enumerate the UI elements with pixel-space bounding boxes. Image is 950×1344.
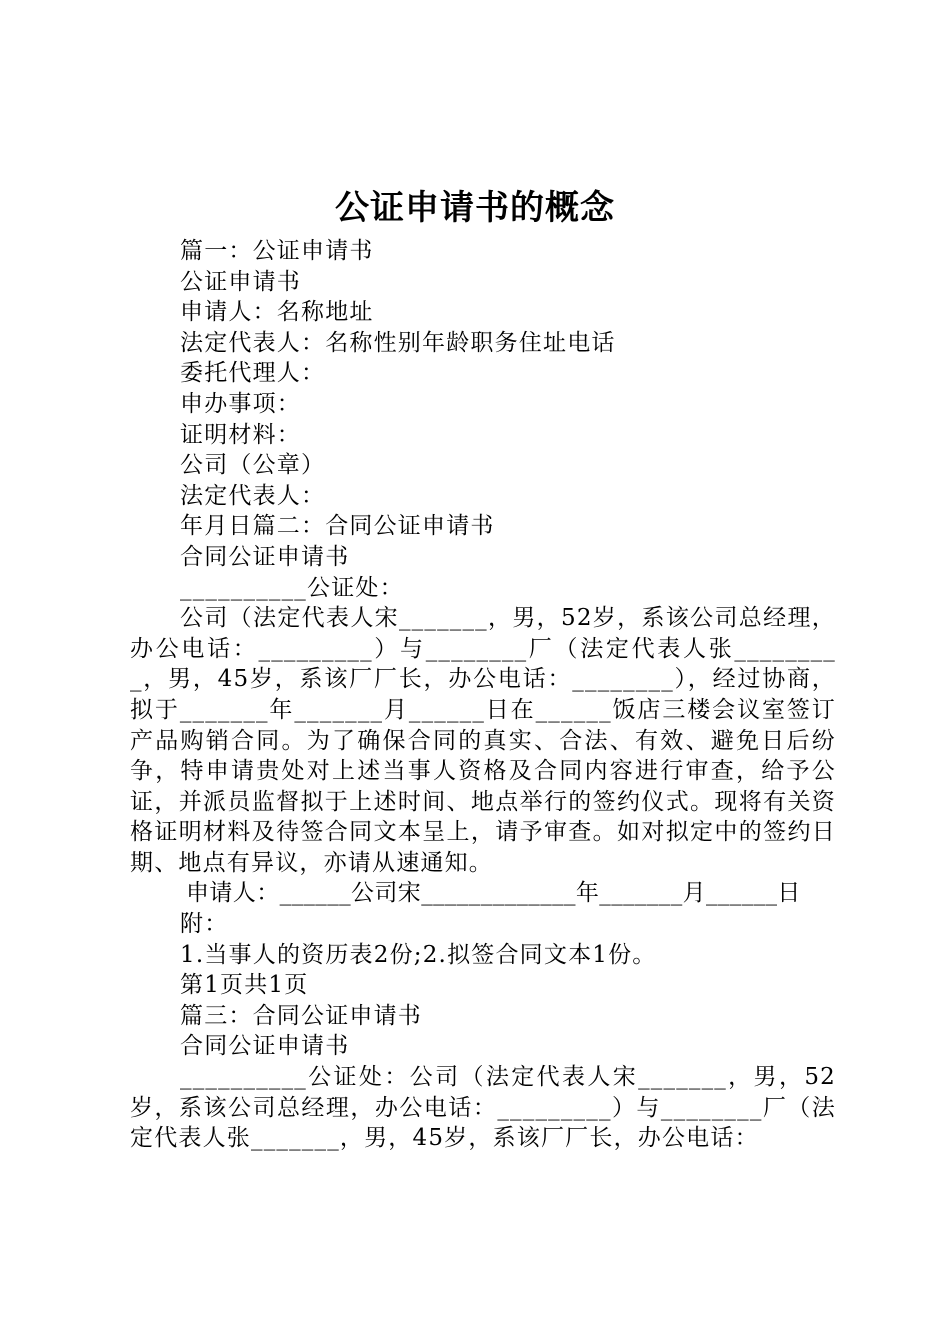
text-line: 委托代理人： [180, 360, 326, 387]
text-line: 公司（公章） [180, 452, 326, 479]
text-line: 公证申请书 [180, 268, 301, 295]
text-line: 合同公证申请书 [180, 1033, 350, 1060]
text-line: 法定代表人：名称性别年龄职务住址电话 [180, 329, 616, 356]
text-line: 篇一：公证申请书 [180, 238, 374, 264]
body-paragraph: __________公证处：公司（法定代表人宋_______，男，52岁，系该公司总经理，办公电话：_________）与________厂（法定代表人张_______，男，45岁，系该厂厂长，办公电话： [130, 1064, 836, 1152]
text-line: 证明材料： [180, 421, 301, 448]
text-line: 1.当事人的资历表2份;2.拟签合同文本1份。 [180, 941, 657, 968]
document-title: 公证申请书的概念 [335, 188, 615, 228]
text-line: 申办事项： [180, 390, 301, 417]
text-line: 附： [180, 911, 229, 938]
page-number: 第1页共1页 [180, 972, 309, 999]
text-line: 年月日篇二：合同公证申请书 [180, 513, 495, 540]
text-line: __________公证处： [180, 574, 404, 601]
body-paragraph: 公司（法定代表人宋_______，男，52岁，系该公司总经理，办公电话：_________）与________厂（法定代表人张_________，男，45岁，系该厂厂长，办公电话：________），经过协商，拟于_______年_______月______日在______饭店三楼会议室签订产品购销合同。为了确保合同的真实、合法、有效、避免日后纷争，特申请贵处对上述当事人资格及合同内容进行审查，给予公证，并派员监督拟于上述时间、地点举行的签约仪式。现将有关资格证明材料及待签合同文本呈上，请予审查。如对拟定中的签约日期、地点有异议，亦请从速通知。 [130, 605, 836, 876]
text-line: 篇三：合同公证申请书 [180, 1002, 422, 1029]
text-line: 法定代表人： [180, 482, 326, 509]
text-line: 申请人：名称地址 [180, 299, 374, 326]
text-line: 合同公证申请书 [180, 543, 350, 570]
signature-line: 申请人：______公司宋_____________年_______月______日 [186, 880, 801, 907]
document-body [130, 236, 836, 1154]
